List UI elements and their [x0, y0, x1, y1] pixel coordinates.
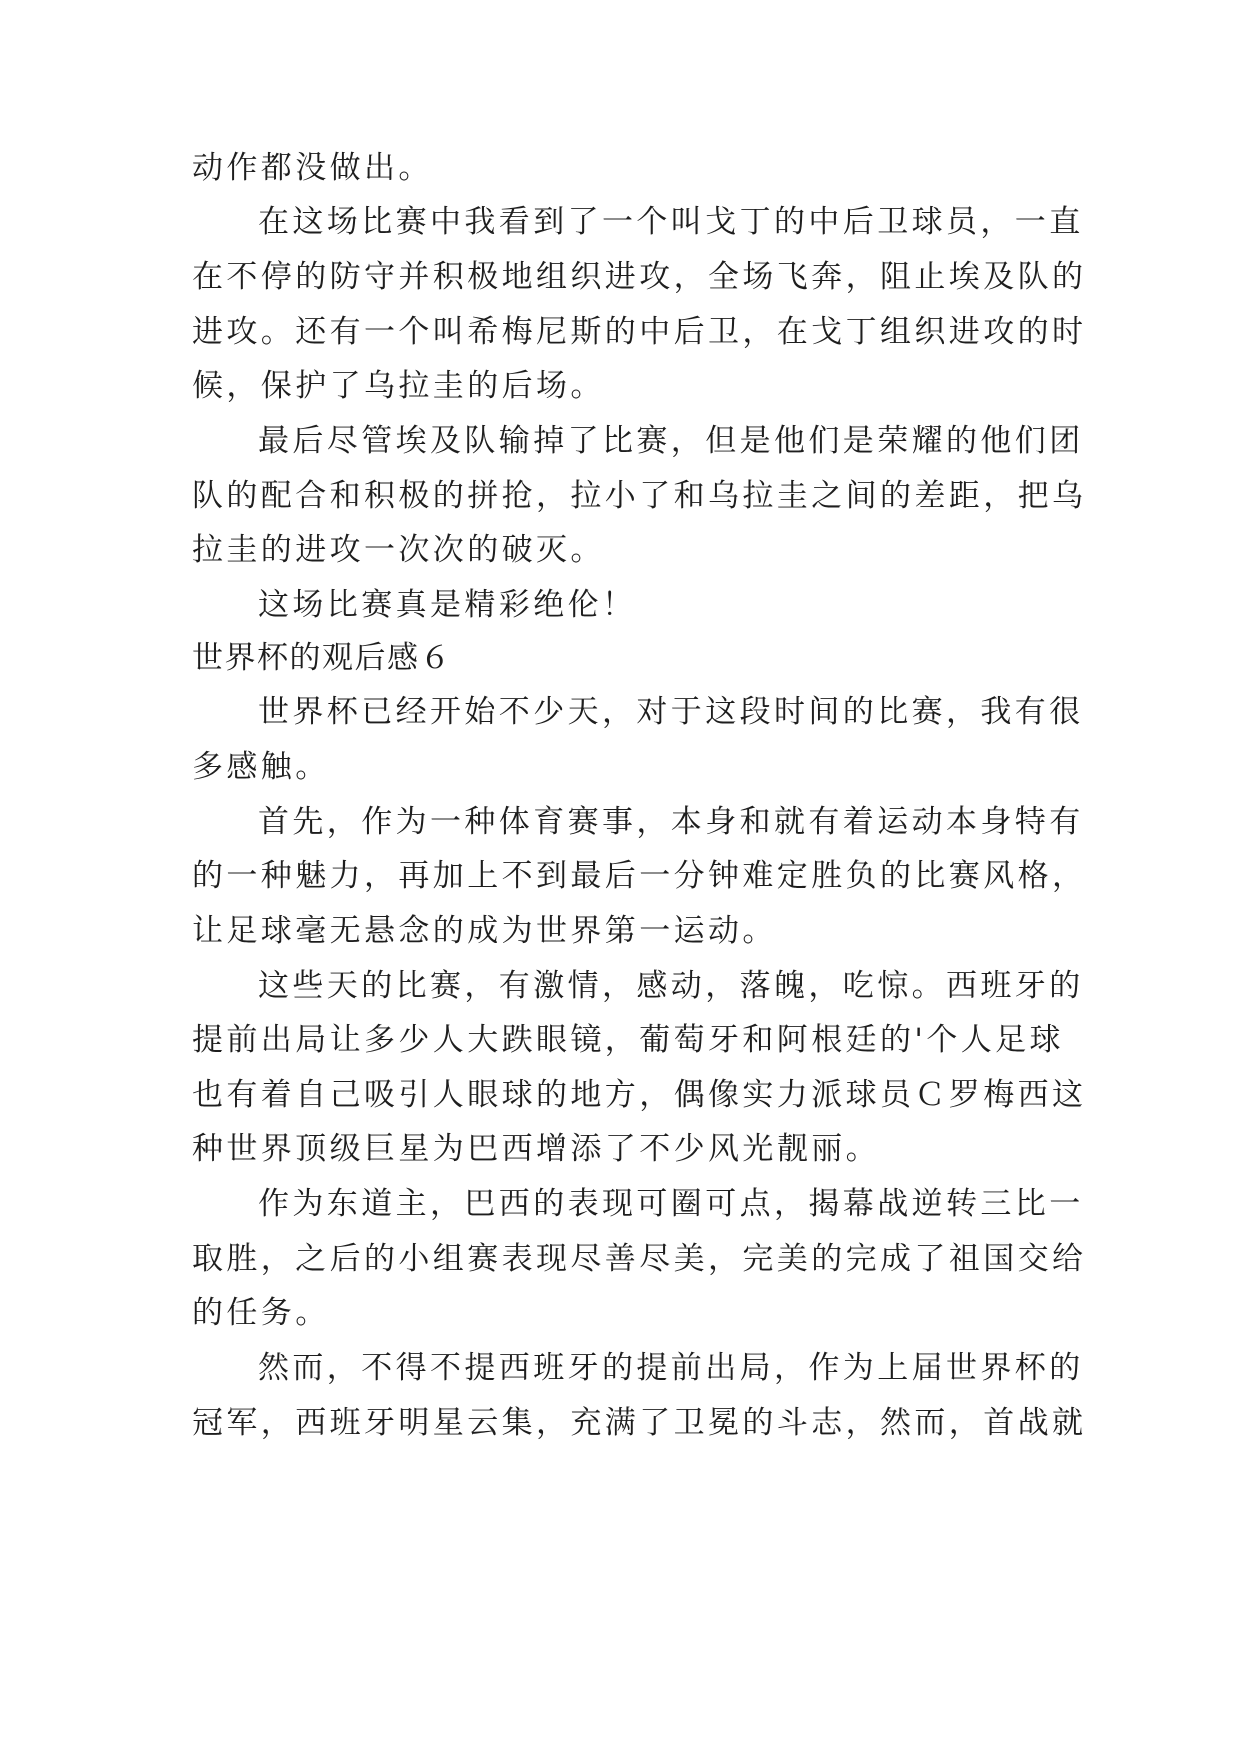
text-line: 取胜，之后的小组赛表现尽善尽美，完美的完成了祖国交给 — [192, 1241, 1087, 1277]
text-line: 拉圭的进攻一次次的破灭。 — [192, 532, 605, 568]
text-line: 提前出局让多少人大跌眼镜，葡萄牙和阿根廷的'个人足球 — [192, 1022, 1064, 1058]
text-line: 动作都没做出。 — [192, 150, 433, 186]
text-line: 多感触。 — [192, 749, 330, 785]
text-line: 首先，作为一种体育赛事，本身和就有着运动本身特有 — [258, 804, 1084, 840]
text-line: 这些天的比赛，有激情，感动，落魄，吃惊。西班牙的 — [258, 968, 1084, 1004]
text-line: 候，保护了乌拉圭的后场。 — [192, 368, 605, 404]
text-line: 在不停的防守并积极地组织进攻，全场飞奔，阻止埃及队的 — [192, 259, 1087, 295]
text-line: 的一种魅力，再加上不到最后一分钟难定胜负的比赛风格， — [192, 858, 1087, 894]
text-line: 的任务。 — [192, 1295, 330, 1331]
text-line: 然而，不得不提西班牙的提前出局，作为上届世界杯的 — [258, 1350, 1084, 1386]
text-line: 冠军，西班牙明星云集，充满了卫冕的斗志，然而，首战就 — [192, 1405, 1087, 1441]
text-line: 世界杯已经开始不少天，对于这段时间的比赛，我有很 — [258, 694, 1084, 730]
text-line: 让足球毫无悬念的成为世界第一运动。 — [192, 913, 777, 949]
text-line: 种世界顶级巨星为巴西增添了不少风光靓丽。 — [192, 1131, 880, 1167]
section-heading: 世界杯的观后感６ — [192, 640, 452, 676]
text-line: 也有着自己吸引人眼球的地方，偶像实力派球员Ｃ罗梅西这 — [192, 1077, 1087, 1113]
text-line: 队的配合和积极的拼抢，拉小了和乌拉圭之间的差距，把乌 — [192, 478, 1087, 514]
text-line: 进攻。还有一个叫希梅尼斯的中后卫，在戈丁组织进攻的时 — [192, 314, 1087, 350]
text-line: 作为东道主，巴西的表现可圈可点，揭幕战逆转三比一 — [258, 1186, 1084, 1222]
text-line: 最后尽管埃及队输掉了比赛，但是他们是荣耀的他们团 — [258, 423, 1084, 459]
text-line: 在这场比赛中我看到了一个叫戈丁的中后卫球员，一直 — [258, 204, 1084, 240]
text-line: 这场比赛真是精彩绝伦！ — [258, 587, 637, 623]
